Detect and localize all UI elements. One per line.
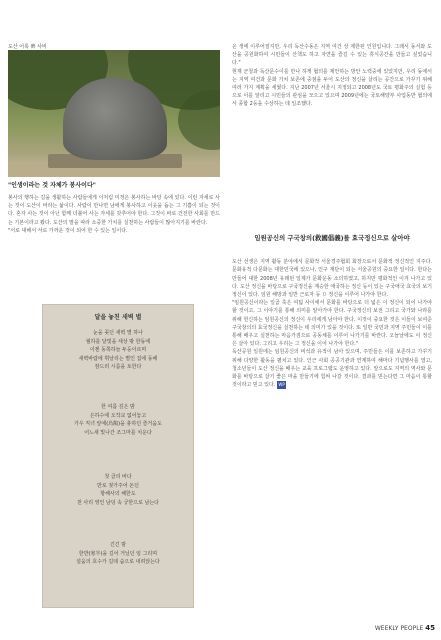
poem-box <box>42 304 194 608</box>
section-subheading: 임원공신의 구국창의(救國倡義)를 효국정신으로 살아야 <box>254 234 410 242</box>
right-column-bottom-text <box>232 250 432 389</box>
right-column-top-text: 온 생에 이루어질지만, 우리 독산수동은 지역 여건 상 제한된 인원입니다. 그래서 동서와 도산을 공원화하여 시민들이 산책도 하고 자연을 즐길 수 있는 휴식공간을 만들고 싶었습니다." 현재 군청과 독산문수이를 만나 하게 협의를 제안하는 방안 노력중에 있었지만, 우리 동에서는 지역 여건과 문화 가치 보존에 중점을 두어 도산의 정신을 살리는 공간으로 가꾸기 위해 여러 가지 계획을 세웠다. 지난 2007년 서울시 지정되고 2008년도 국토 평화주의 실험 등으로 이를 알리고 시민들의 관심을 모으고 있으며 2009년에는 국토해양부 사업동반 협의에서 종합 2등을 수상하는 데 일조했다. <box>232 44 432 108</box>
photo-caption: "인생이라는 것 자체가 봉사이다" <box>8 182 96 189</box>
poem-stanza: 긴긴 밤 한반(寒半)을 길어 거닐던 임 그리며 설움의 호수가 길데 숨으로 내려앉는다 <box>76 542 160 566</box>
photo-tag: 도산 어록 碑 사비 <box>8 44 47 50</box>
page-number: 45 <box>425 624 435 632</box>
poem-title: 달을 놓친 새벽 별 <box>94 314 142 321</box>
left-column-text: 봉사의 행하는 길을 생활하는 사람들에게 이처럼 미정은 봉사하는 바탕 속에 있다. 이런 자세로 사는 것이 도산이 바라는 삶이다. 사람이 만나면 남에게 봉사하고 이웃을 돕는 그 기쁨이 되는 것이다. 혼자 사는 것이 아닌 함께 더불어 사는 자세를 갖추어야 한다. 그것이 바로 건전한 사회를 만드는 기본이라고 봤다. 도산의 말을 따라 소중한 가치를 실천하는 사람들이 많아지기를 바란다. "서로 대해서 서로 가까운 것이 되어 한 수 있는 일이다. <box>8 195 220 234</box>
poem-stanza: 첫 클리 바다 반로 젖가주어 돈던 항해사의 해한도 천 사리 영인 남덩 속 궁한으로 남는다 <box>77 474 159 506</box>
magazine-name: WEEKLY PEOPLE <box>374 625 424 632</box>
end-mark-icon: WP <box>277 381 285 389</box>
poem-stanza: 한 여름 깊은 밤 은하수에 오작교 없어놓고 가우 직녀 앞에(烏鵲)을 총하던 즐거움도 어느새 빛나간 조그마를 치운다 <box>74 404 162 436</box>
page-footer <box>375 624 435 632</box>
right-column-bottom-body: 도산 선생은 지역 활동 분야에서 문화적 서울경주협회 회장으로서 문화적 정신적인 지주다. 문화유적 다문화는 대한민국에 있으나, 인구 재단이 되는 서울공원의 중요한 일이다. 한다는 만들어 대한 2008년 유래된 일제가 문화운동 소의하였고, 하지만 평화적인 이겨 나가고 있다. 도산 정신을 바탕으로 구국정신을 계승한 애국하는 정신 등이 있는 구국애국 효국의 보기 정신이 있다. 임원 해방과 일반 근로자 등 ㅁ 정신을 이루어 나가야 한다. "임원공신이라는 일곱 혹은 여덟 사이에서 문화를 바탕으로 더 넓은 이 정신이 되어 나가야 할 것이고, 그 이야기를 통해 의미를 알아가야 한다. 구국정신의 보전 그리고 국가와 나라를 위해 헌신하는 임원공신의 정신이 우리에게 남아야 한다. 이것이 중요한 것은 이들이 보여준 구국창의의 효국정신을 실천하는 데 의미가 있을 것이다. 또 일반 국민과 지역 주민들이 이를 통해 배우고 실천하는 마음가짐으로 공동체를 이루어 나가기를 바란다. 오늘날에도 이 정신은 살아 있다. 그리고 우리는 그 정신을 이어 나가야 한다." 독산공원 일원에는 임원공신의 비석과 유적이 남아 있으며, 주민들은 이를 보존하고 가꾸기 위해 다양한 활동을 펼치고 있다. 인근 사회 공공기관과 연계하여 해마다 기념행사를 열고, 청소년들이 도산 정신을 배우는 교육 프로그램도 운영하고 있다. 앞으로도 지역의 역사와 문화를 바탕으로 살기 좋은 마을 만들기에 힘써 나갈 것이다. 결과를 믿는다면 그 마음이 통할 것이라고 믿고 있다. <box>232 259 432 389</box>
monument-photo <box>8 50 220 177</box>
poem-stanza: 눈을 꽂던 새벽 별 하나 월하를 달빛을 세상 밖 한동에 이젠 동쪽하늘 두둥이르며 새벽바람에 휘날리는 별인 집에 동해 잠드러 시름을 토한다 <box>78 330 158 371</box>
